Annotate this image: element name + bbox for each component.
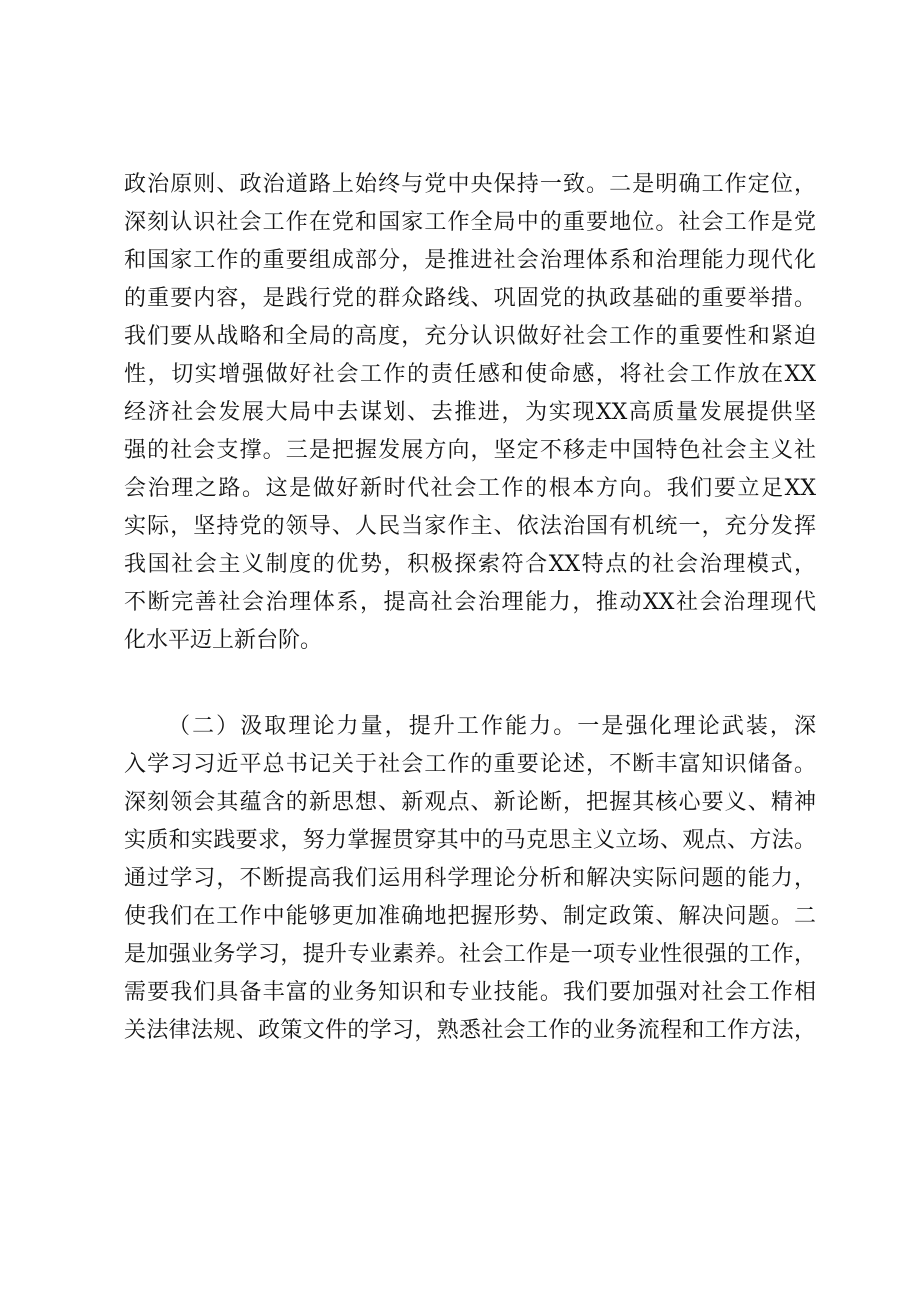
- paragraph-1-line: 我国社会主义制度的优势，积极探索符合XX特点的社会治理模式，: [124, 552, 816, 577]
- paragraph-1-line: 会治理之路。这是做好新时代社会工作的根本方向。我们要立足XX: [124, 476, 816, 501]
- paragraph-2-line: 关法律法规、政策文件的学习，熟悉社会工作的业务流程和工作方法，: [124, 1018, 816, 1043]
- paragraph-2-line: 入学习习近平总书记关于社会工作的重要论述，不断丰富知识储备。: [124, 752, 816, 777]
- paragraph-1-line: 和国家工作的重要组成部分，是推进社会治理体系和治理能力现代化: [124, 248, 816, 273]
- paragraph-1-line: 化水平迈上新台阶。: [124, 628, 323, 653]
- paragraph-1-line: 我们要从战略和全局的高度，充分认识做好社会工作的重要性和紧迫: [124, 324, 816, 349]
- paragraph-2-line: 是加强业务学习，提升专业素养。社会工作是一项专业性很强的工作，: [124, 942, 816, 967]
- paragraph-2-line: 通过学习，不断提高我们运用科学理论分析和解决实际问题的能力，: [124, 866, 816, 891]
- paragraph-1-line: 强的社会支撑。三是把握发展方向，坚定不移走中国特色社会主义社: [124, 438, 816, 463]
- paragraph-2-line: 使我们在工作中能够更加准确地把握形势、制定政策、解决问题。二: [124, 904, 816, 929]
- paragraph-1-line: 的重要内容，是践行党的群众路线、巩固党的执政基础的重要举措。: [124, 286, 816, 311]
- paragraph-1-line: 不断完善社会治理体系，提高社会治理能力，推动XX社会治理现代: [124, 590, 816, 615]
- paragraph-2-line: 实质和实践要求，努力掌握贯穿其中的马克思主义立场、观点、方法。: [124, 828, 816, 853]
- paragraph-2-heading-line: （二）汲取理论力量，提升工作能力。一是强化理论武装，深: [168, 714, 816, 739]
- paragraph-1-line: 性，切实增强做好社会工作的责任感和使命感，将社会工作放在XX: [124, 362, 816, 387]
- paragraph-2-line: 深刻领会其蕴含的新思想、新观点、新论断，把握其核心要义、精神: [124, 790, 816, 815]
- paragraph-1-line: 深刻认识社会工作在党和国家工作全局中的重要地位。社会工作是党: [124, 210, 816, 235]
- paragraph-1-line: 经济社会发展大局中去谋划、去推进，为实现XX高质量发展提供坚: [124, 400, 816, 425]
- paragraph-2-line: 需要我们具备丰富的业务知识和专业技能。我们要加强对社会工作相: [124, 980, 816, 1005]
- paragraph-1-line: 实际，坚持党的领导、人民当家作主、依法治国有机统一，充分发挥: [124, 514, 816, 539]
- paragraph-1-line: 政治原则、政治道路上始终与党中央保持一致。二是明确工作定位，: [124, 172, 816, 197]
